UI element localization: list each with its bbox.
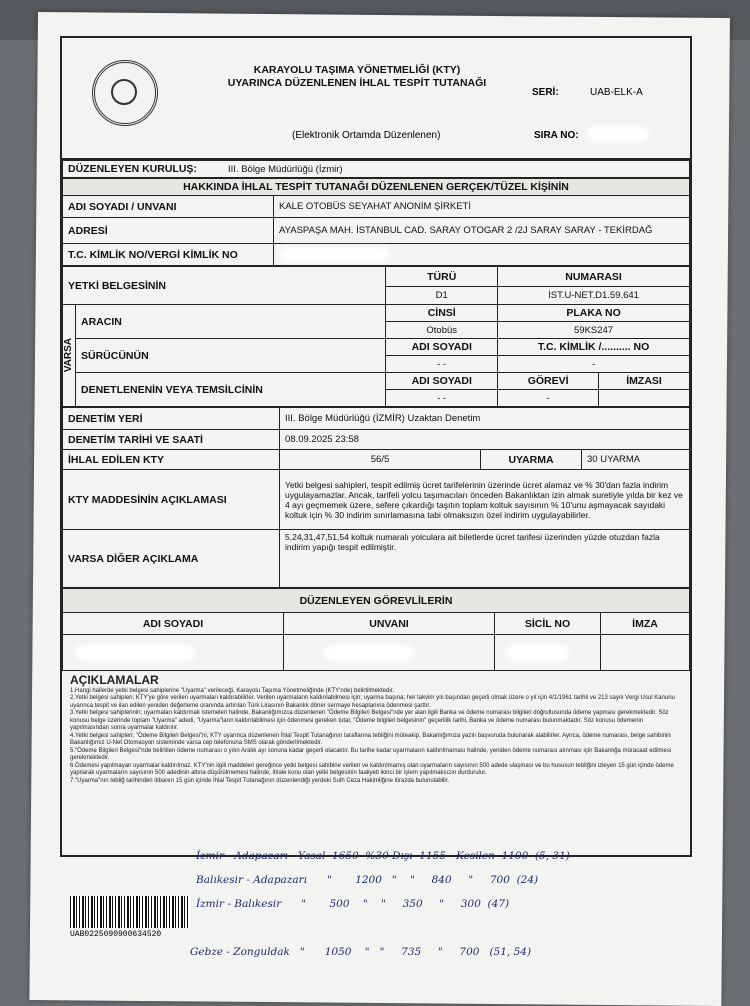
driver-tc-value: - xyxy=(498,356,690,373)
article-value: Yetki belgesi sahipleri, tespit edilmiş ücret tarifelerinin üzerinde ücret alamaz ve % 30'dan fazla indirim uygulayamazlar. Ancak, tarifeli yolcu taşımacıları önceden Bakanlıktan izin almak suretiyle yılda bir kez ve 4 ayı geçmemek üzere, sefere çıkardığı taşıtın toplam koltuk sayısının % 10'unu aşmayacak sayıdaki koltuk için % 30 indirim sınırlamasına tabi olmaksızın özel indirim uygulayabilirler. xyxy=(280,470,690,530)
handwritten-line: İzmir - Balıkesir " 500 " " 350 " 300 (47) xyxy=(196,898,510,910)
person-table xyxy=(62,178,690,266)
officer-sign-cell xyxy=(601,635,690,671)
title-line-1: KARAYOLU TAŞIMA YÖNETMELİĞİ (KTY) xyxy=(253,64,461,76)
note-item: 7."Uyarma"nın tebliğ tarihinden itibaren 15 gün içinde İhlal Tespit Tutanağının düzenlendiği yerdeki Sulh Ceza Hakimliğine itirazda bulunulabilir. xyxy=(70,777,450,784)
varsa-column xyxy=(63,305,76,407)
permit-varsa-table xyxy=(62,266,690,407)
issuer-value: III. Bölge Müdürlüğü (İzmir) xyxy=(223,161,690,178)
tc-value xyxy=(274,244,690,266)
redacted-tc xyxy=(280,247,390,261)
note-item: 1.Hangi hallerde yetki belgesi sahiplerine "Uyarma" verileceği, Karayolu Taşıma Yönetmeliğinde (KTY'nde) belirtilmektedir. xyxy=(70,687,395,694)
representative-name-value: - - xyxy=(386,390,498,407)
redacted-officer-sicil xyxy=(505,645,570,661)
address-value: AYASPAŞA MAH. İSTANBUL CAD. SARAY OTOGAR 2 /2J SARAY SARAY - TEKİRDAĞ xyxy=(274,218,690,244)
permit-type-value: D1 xyxy=(386,287,498,305)
representative-duty-header: GÖREVİ xyxy=(498,373,599,390)
officer-title-cell xyxy=(284,635,495,671)
officers-col-name: ADI SOYADI xyxy=(63,613,284,635)
handwritten-line: İzmir - Adapazarı Yasal 1650 %30 Dışı 1155 Kesilen 1100 (5, 31) xyxy=(196,850,570,862)
note-item: 5."Ödeme Bilgileri Belgesi"nde belirtilen ödeme numarası o yılın Aralık ayı sonuna kadar geçerli olacaktır. Bu tarihe kadar uyarmaların kaldırılmaması halinde, yeniden ödeme numarası alınması için Bakanlığa müracaat edilmesi gerekmektedir. xyxy=(70,747,672,761)
permit-number-header: NUMARASI xyxy=(498,267,690,287)
document-title xyxy=(212,64,502,90)
driver-tc-header: T.C. KİMLİK /.......... NO xyxy=(498,339,690,356)
varsa-label: VARSA xyxy=(63,338,74,373)
issuer-label: DÜZENLEYEN KURULUŞ: xyxy=(63,161,224,178)
issuer-table xyxy=(62,160,690,178)
note-item: 2.Yetki belgesi sahipleri; KTY'ye göre verilen uyarmaları kaldırabilirler. Verilen uyarmaların kaldırılabilmesi için; uyarma başına; her takvim yılı başından geçerli olmak üzere o yıl için 4/1/1961 tarihli ve 213 sayılı Vergi Usul Kanunu uyarınca tespit ve ilan edilen yeniden değerleme oranında artırılan Türk Lirasının Bakanlık döner sermaye hesaplanına ödenmesi şarttır. xyxy=(70,695,675,709)
vehicle-plate-header: PLAKA NO xyxy=(498,305,690,322)
redacted-officer-name xyxy=(75,645,195,661)
representative-name-header: ADI SOYADI xyxy=(386,373,498,390)
address-label: ADRESİ xyxy=(63,218,274,244)
name-label: ADI SOYADI / UNVANI xyxy=(63,196,274,218)
redacted-sira-no xyxy=(587,126,649,142)
representative-sign-value xyxy=(599,390,690,407)
officer-sicil-cell xyxy=(495,635,601,671)
name-value: KALE OTOBÜS SEYAHAT ANONİM ŞİRKETİ xyxy=(274,196,690,218)
officers-col-sicil: SİCİL NO xyxy=(495,613,601,635)
document-header xyxy=(62,38,690,160)
handwritten-line: Balıkesir - Adapazarı " 1200 " " 840 " 700 (24) xyxy=(196,874,539,886)
vehicle-kind-value: Otobüs xyxy=(386,322,498,339)
violation-value: 56/5 xyxy=(280,450,481,470)
representative-duty-value: - xyxy=(498,390,599,407)
violation-label: İHLAL EDİLEN KTY xyxy=(63,450,280,470)
driver-label: SÜRÜCÜNÜN xyxy=(76,339,386,373)
place-value: III. Bölge Müdürlüğü (İZMİR) Uzaktan Denetim xyxy=(280,408,690,430)
notes-section xyxy=(62,671,690,855)
vehicle-plate-value: 59KS247 xyxy=(498,322,690,339)
vehicle-kind-header: CİNSİ xyxy=(386,305,498,322)
officers-title: DÜZENLEYEN GÖREVLİLERİN xyxy=(63,589,690,613)
seri-value: UAB-ELK-A xyxy=(590,87,643,98)
ministry-seal-icon xyxy=(92,60,158,126)
notes-title: AÇIKLAMALAR xyxy=(70,673,159,687)
redacted-officer-title xyxy=(324,645,414,661)
tc-label: T.C. KİMLİK NO/VERGİ KİMLİK NO xyxy=(63,244,274,266)
barcode xyxy=(70,896,190,928)
sira-label: SIRA NO: xyxy=(534,130,579,141)
officer-name-cell xyxy=(63,635,284,671)
article-label: KTY MADDESİNİN AÇIKLAMASI xyxy=(63,470,280,530)
representative-sign-header: İMZASI xyxy=(599,373,690,390)
date-value: 08.09.2025 23:58 xyxy=(280,430,690,450)
barcode-text: UAB0225090900634520 xyxy=(70,930,162,939)
officers-col-title: UNVANI xyxy=(284,613,495,635)
officers-table xyxy=(62,588,690,671)
officers-col-sign: İMZA xyxy=(601,613,690,635)
permit-number-value: İST.U-NET.D1.59.641 xyxy=(498,287,690,305)
note-item: 3.Yetki belgesi sahiplerinin; uyarmaları kaldırmak istemeleri halinde, Bakanlığımızca düzenlenen "Ödeme Bilgileri Belgesi"nde yer alan ilgili Banka ve ödeme numarası bilgileri doğrultusunda ödeme yapması gerekmektedir. Söz konusu belge üzerinde toplam "Uyarma" adedi, "Uyarma"ların kaldırılabilmesi için ödenmesi gereken tutar, "Ödeme bilgileri belgesinin" geçerlilik tarihi, Banka ve ödeme numarası bulunmaktadır. Söz konusu ödemenin yapılmasından sonra uyarmalar kaldırılır. xyxy=(70,710,669,731)
person-section-title: HAKKINDA İHLAL TESPİT TUTANAĞI DÜZENLENEN GERÇEK/TÜZEL KİŞİNİN xyxy=(63,179,690,196)
inspection-table xyxy=(62,407,690,588)
permit-label: YETKİ BELGESİNİN xyxy=(63,267,386,305)
driver-name-value: - - xyxy=(386,356,498,373)
document-frame xyxy=(60,36,692,857)
handwritten-line: Gebze - Zonguldak " 1050 " " 735 " 700 (51, 54) xyxy=(190,946,532,958)
note-item: 6.Ödemesi yapılmayan uyarmalar kaldırılmaz. KTY'nin ilgili maddeleri gereğince yetki belgesi sahibine verilen ve kaldırılmamış olan uyarmaların sayısının 500 adede ulaşması ve bu hususun tebliğini izleyen 15 gün içinde ödeme yapılarak uyarmaların sayısının 500 adedinin altına düşürülmemesi halinde, ihlale konu olan yetki belgesinin faaliyeti ikinci bir işlem yapılmaksızın durdurulur. xyxy=(70,762,674,776)
title-line-2: UYARINCA DÜZENLENEN İHLAL TESPİT TUTANAĞI xyxy=(227,77,487,89)
other-label: VARSA DİĞER AÇIKLAMA xyxy=(63,530,280,588)
permit-type-header: TÜRÜ xyxy=(386,267,498,287)
other-value: 5,24,31,47,51,54 koltuk numaralı yolculara ait biletlerde ücret tarifesi üzerinden yüzde otuzdan fazla indirim yapığı tespit edilmiştir. xyxy=(280,530,690,588)
seri-label: SERİ: xyxy=(532,87,559,98)
document-subtitle: (Elektronik Ortamda Düzenlenen) xyxy=(292,130,441,141)
driver-name-header: ADI SOYADI xyxy=(386,339,498,356)
date-label: DENETİM TARİHİ VE SAATİ xyxy=(63,430,280,450)
penalty-label: UYARMA xyxy=(481,450,582,470)
representative-label: DENETLENENİN VEYA TEMSİLCİNİN xyxy=(76,373,386,407)
penalty-value: 30 UYARMA xyxy=(582,450,690,470)
place-label: DENETİM YERİ xyxy=(63,408,280,430)
vehicle-label: ARACIN xyxy=(76,305,386,339)
note-item: 4.Yetki belgesi sahipleri; "Ödeme Bilgileri Belgesi"ni, KTY uyarınca düzenlenen İhlal Tespit Tutanağının taraflarına tebliğini müteakip, Bakanlığımıza yazılı başvuruda bulunarak alabilirler. Ayrıca, ödeme numarası, belge sahibinin Bakanlığımız U-Net Otomasyon sisteminde varsa cep telefonuna SMS olarak gönderilmektedir. xyxy=(70,732,671,746)
